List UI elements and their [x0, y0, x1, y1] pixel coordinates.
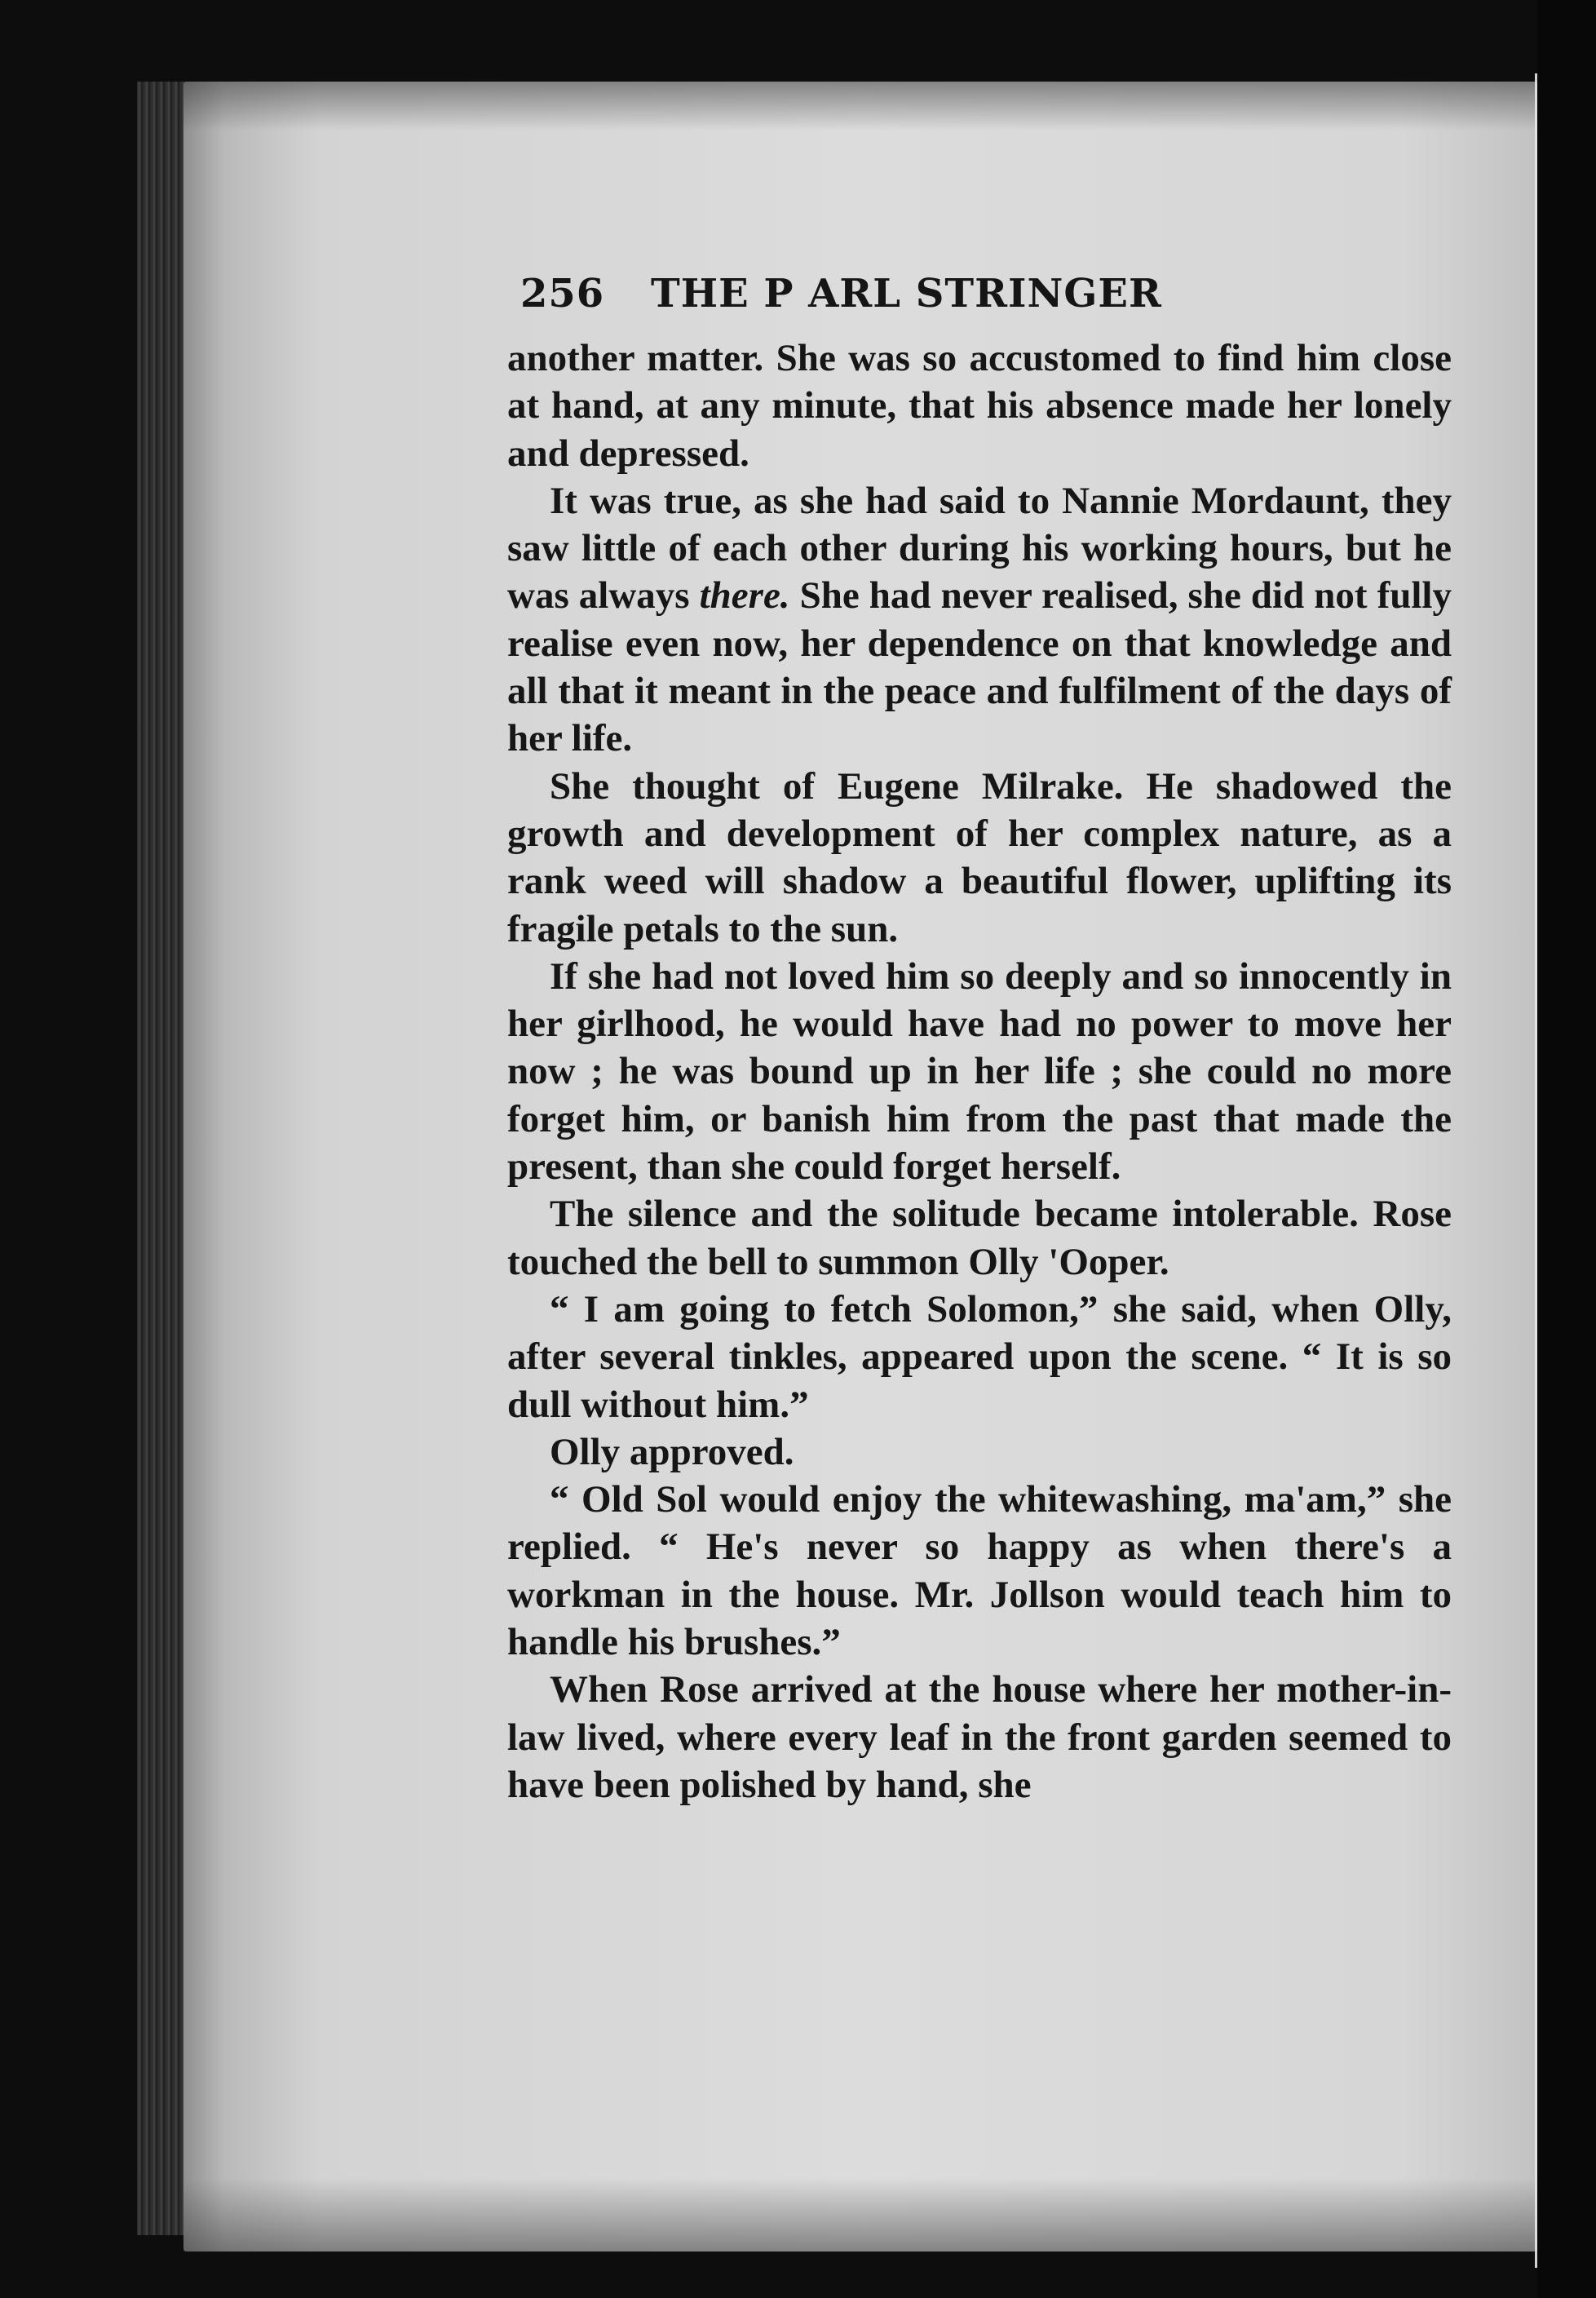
scan-right-border	[1537, 0, 1596, 2298]
paragraph: If she had not loved him so deeply and so innocently in her girlhood, he would have had no power to move her now ; he was bound up in her life ; she could no more forget him, or banish him from the past that made the present, than she could forget herself.	[507, 954, 1452, 1189]
paragraph: It was true, as she had said to Nannie Mordaunt, they saw little of each other during his working hours, but he was always there. She had never realised, she did not fully realise even now, her dependence on that knowledge and all that it meant in the peace and fulfilment of the days of her life.	[507, 479, 1452, 760]
paragraph: “ Old Sol would enjoy the whitewashing, ma'am,” she replied. “ He's never so happy as when there's a workman in the house. Mr. Jollson would teach him to handle his brushes.”	[507, 1478, 1452, 1664]
book-spine-edge	[137, 82, 186, 2235]
paragraph: “ I am going to fetch Solomon,” she said, when Olly, after several tinkles, appeared upon the scene. “ It is so dull without him.”	[507, 1287, 1452, 1426]
paragraph: The silence and the solitude became intolerable. Rose touched the bell to summon Olly 'Ooper.	[507, 1193, 1452, 1283]
running-title: THE P ARL STRINGER	[651, 271, 1162, 317]
page-number: 256	[520, 271, 605, 317]
paragraph: She thought of Eugene Milrake. He shadowed the growth and development of her complex nature, as a rank weed will shadow a beautiful flower, uplifting its fragile petals to the sun.	[507, 764, 1452, 950]
paragraph: another matter. She was so accustomed to find him close at hand, at any minute, that his absence made her lonely and depressed.	[507, 337, 1452, 475]
paragraph: When Rose arrived at the house where her mother-in-law lived, where every leaf in the front garden seemed to have been polished by hand, she	[507, 1668, 1452, 1806]
running-header	[520, 271, 1450, 317]
body-text	[507, 334, 1452, 1809]
paragraph: Olly approved.	[550, 1430, 794, 1473]
emphasis: there.	[699, 574, 790, 618]
